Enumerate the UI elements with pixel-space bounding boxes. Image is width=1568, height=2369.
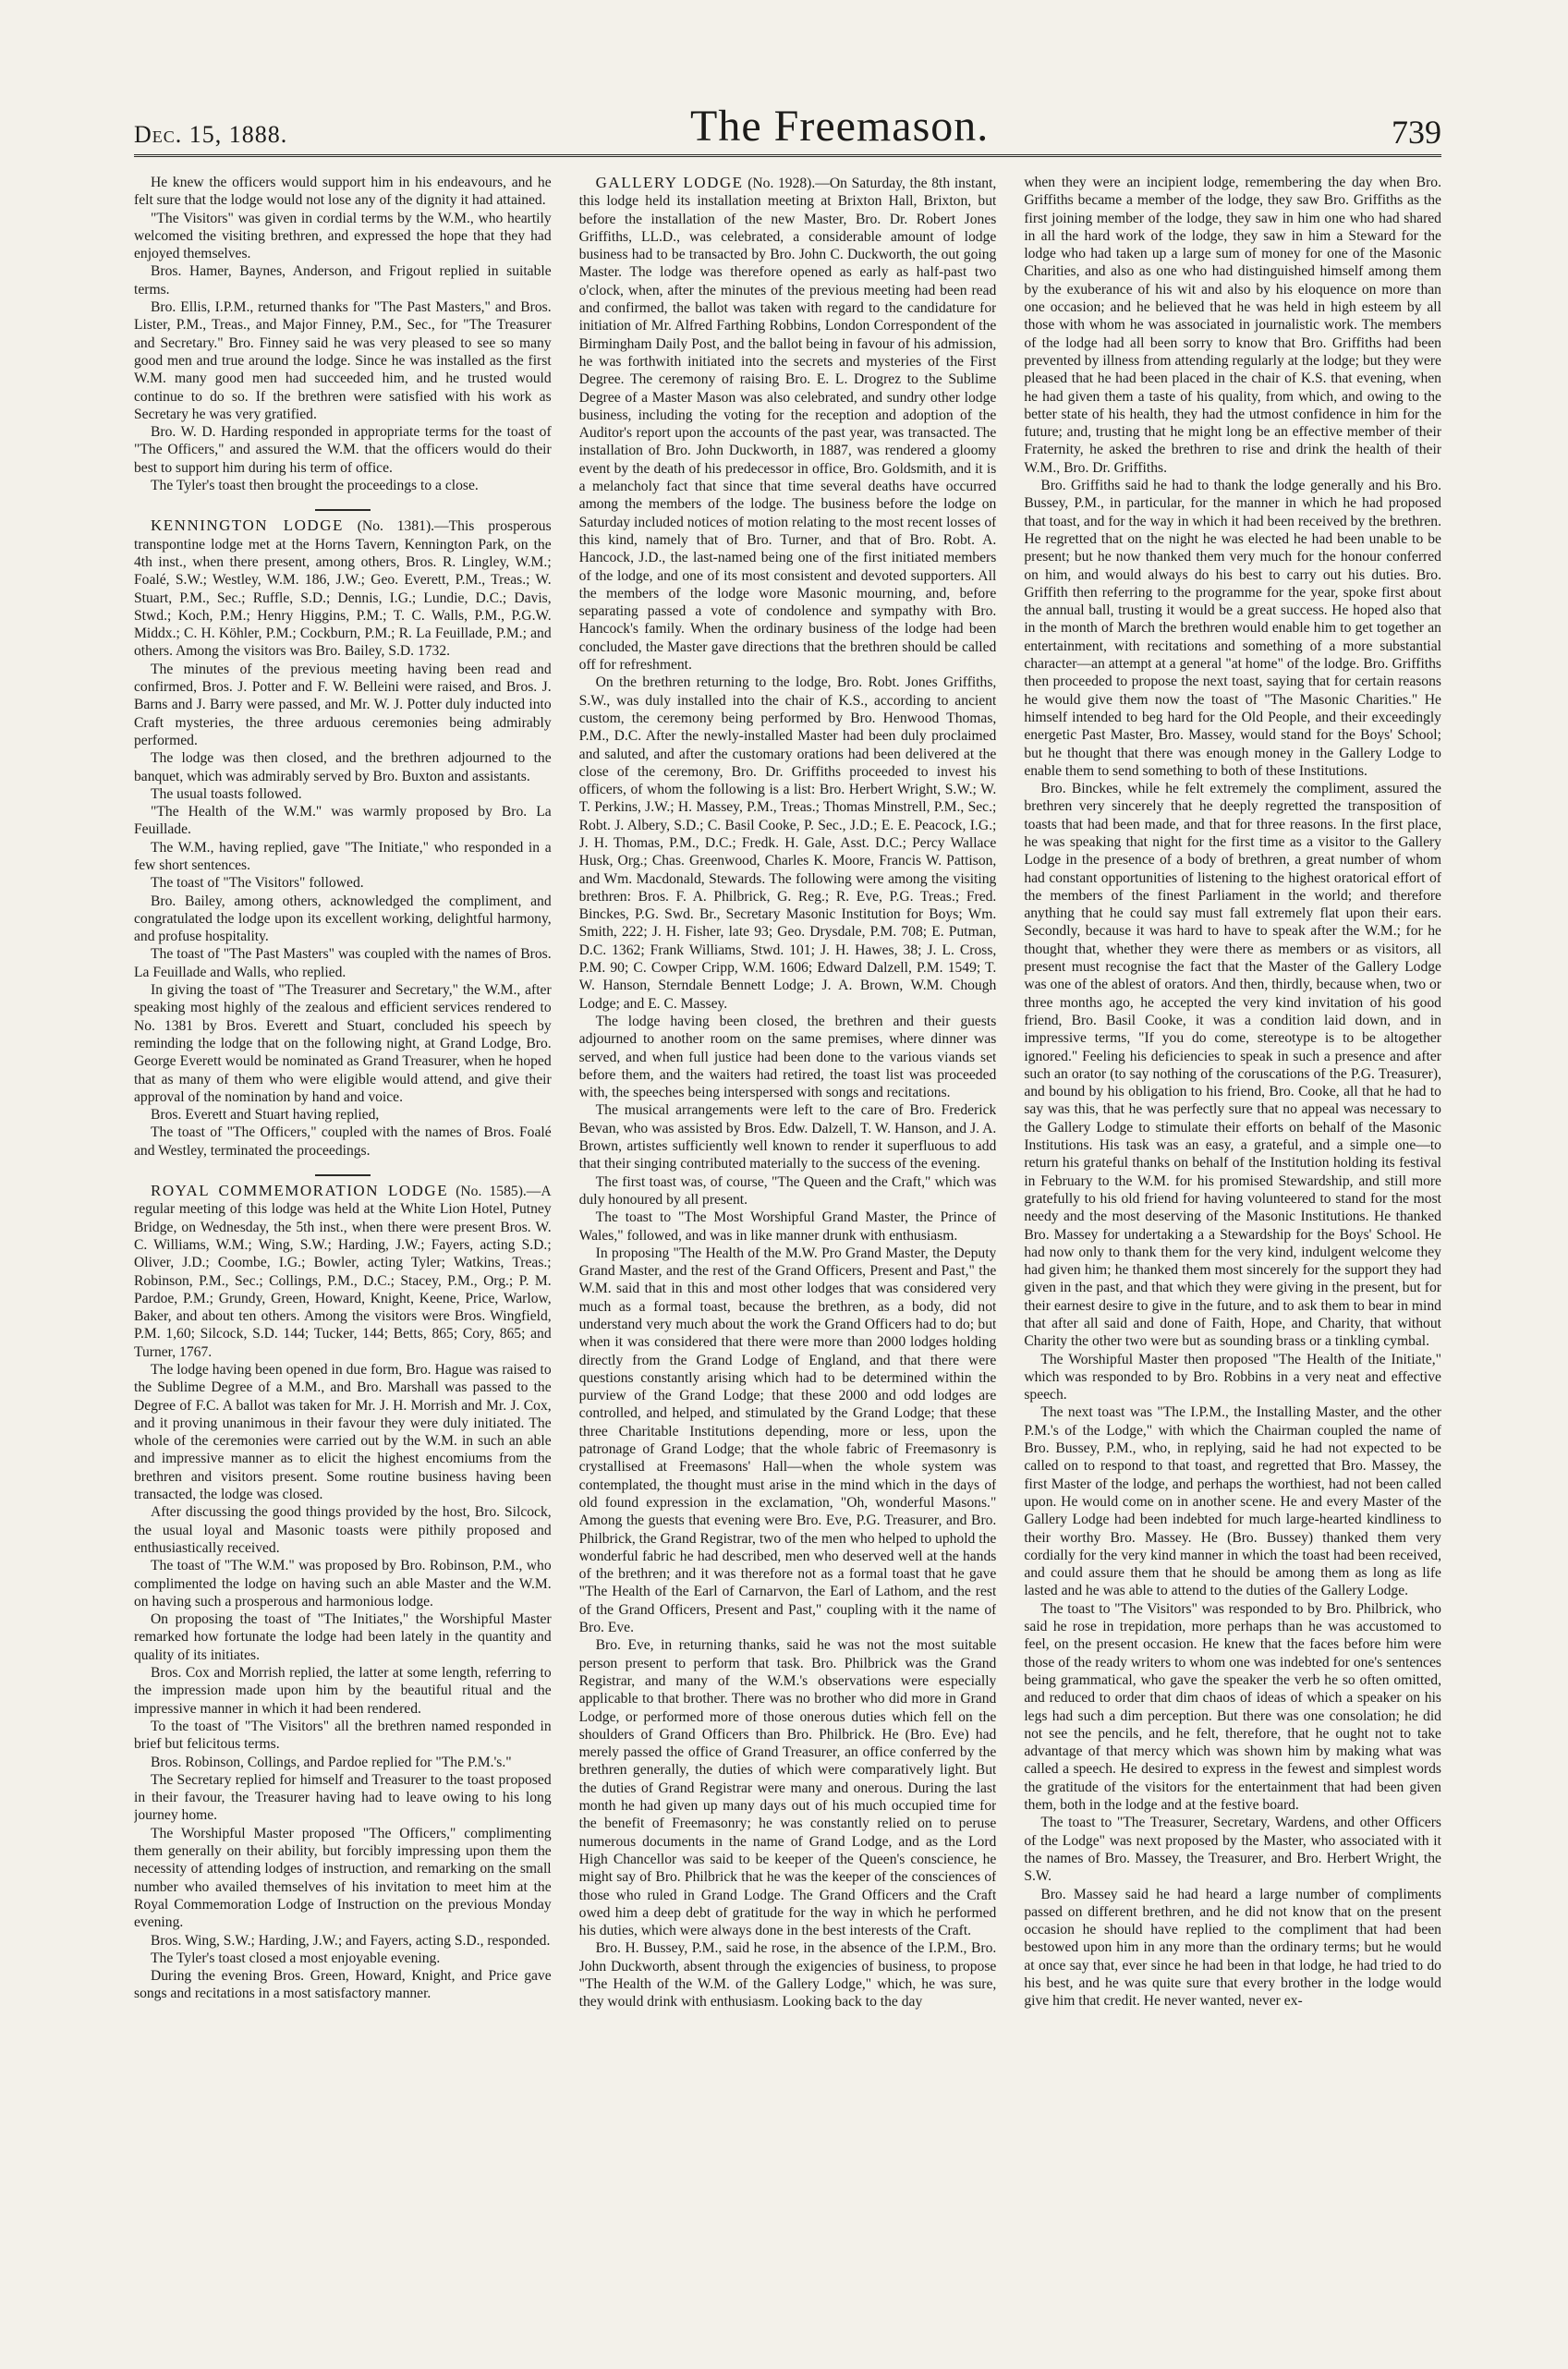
lodge-heading: ROYAL COMMEMORATION LODGE bbox=[151, 1182, 449, 1200]
paragraph: Bros. Cox and Morrish replied, the latter at some length, referring to the impression made upon him by the beautiful ritual and the impressive manner in which it had been rendered. bbox=[134, 1665, 552, 1717]
paragraph: The lodge having been closed, the brethren and their guests adjourned to another room on the same premises, where dinner was served, and when full justice had been done to the various viands set before them, and the waiters had retired, the toast list was proceeded with, the speeches being interspersed with songs and recitations. bbox=[578, 1013, 997, 1101]
paragraph: The next toast was "The I.P.M., the Installing Master, and the other P.M.'s of the Lodge," with which the Chairman coupled the name of Bro. Bussey, P.M., who, in replying, said he had not expected to be called on to respond to that toast, and regretted that Bro. Massey, the first Master of the lodge, and perhaps the worthiest, had not been called upon. He would come on in another scene. He and every Master of the Gallery Lodge had been indebted for much large-hearted kindliness to their worthy Bro. Massey. He (Bro. Bussey) thanked them very cordially for the very kind manner in which the toast had been received, and could assure them that he should be among them as long as life lasted and he was able to attend to the duties of the Gallery Lodge. bbox=[1024, 1404, 1441, 1599]
paragraph: The toast of "The Visitors" followed. bbox=[151, 875, 364, 892]
paragraph: The toast of "The W.M." was proposed by Bro. Robinson, P.M., who complimented the lodge on having such an able Master and the W.M. on having such a prosperous and harmonious lodge. bbox=[134, 1558, 552, 1610]
paragraph-text: (No. 1928).—On Saturday, the 8th instant, this lodge held its installation meeting at Brixton Hall, Brixton, but before the installation of the new Master, Bro. Dr. Robert Jones Griffiths, LL.D., was celebrated, a considerable amount of lodge business had to be transacted by Bro. John C. Duckworth, the out going Master. The lodge was therefore opened as early as half-past two o'clock, when, after the minutes of the previous meeting had been read and confirmed, the ballot was taken with regard to the candidature for initiation of Mr. Alfred Farthing Robbins, London Correspondent of the Birmingham Daily Post, and the ballot being in favour of his admission, he was forthwith initiated into the secrets and mysteries of the First Degree. The ceremony of raising Bro. E. L. Drogrez to the Sublime Degree of a Master Mason was also celebrated, and sundry other lodge business, including the voting for the reception and adoption of the Auditor's report upon the accounts of the past year, was transacted. The installation of Bro. John Duckworth, in 1887, was rendered a gloomy event by the death of his predecessor in office, Bro. Goldsmith, and it is a melancholy fact that since that time several deaths have occurred among the members of the lodge. The business before the lodge on Saturday included notices of motion relating to the most recent losses of this kind, namely that of Bro. Turner, and that of Bro. Robt. A. Hancock, J.D., the last-named being one of the first initiated members of the lodge, and one of its most consistent and devoted supporters. All the members of the lodge wore Masonic mourning, and, before separating passed a vote of condolence and sympathy with Bro. Hancock's family. When the ordinary business of the lodge had been concluded, the Master gave directions that the brethren should be called off for refreshment. bbox=[578, 176, 997, 674]
paragraph: During the evening Bros. Green, Howard, Knight, and Price gave songs and recitations in a most satisfactory manner. bbox=[134, 1968, 552, 2002]
paragraph: The usual toasts followed. bbox=[151, 785, 302, 802]
paragraph: The toast to "The Treasurer, Secretary, Wardens, and other Officers of the Lodge" was next proposed by the Master, who associated with it the names of Bro. Massey, the Treasurer, and Bro. Herbert Wright, the S.W. bbox=[1024, 1815, 1441, 1885]
paragraph: To the toast of "The Visitors" all the brethren named responded in brief but felicitous terms. bbox=[134, 1718, 552, 1753]
paragraph: In proposing "The Health of the M.W. Pro Grand Master, the Deputy Grand Master, and the rest of the Grand Officers, Present and Past," the W.M. said that in this and most other lodges that was considered very much as a formal toast, because the brethren, as a body, did not understand very much about the work the Grand Officers had to do; but when it was considered that there were more than 2000 lodges holding directly from the Grand Lodge of England, and that there were questions constantly arising which had to be determined within the purview of the Grand Lodge; that these 2000 and odd lodges are controlled, and helped, and stimulated by the Grand Lodge; that these three Charitable Institutions depending, more or less, upon the patronage of Grand Lodge; that the whole fabric of Freemasonry is crystallised at Freemasons' Hall—when the whole system was contemplated, the thought must arise in the mind which in the days of old found expression in the exclamation, "Oh, wonderful Masons." Among the guests that evening were Bro. Eve, P.G. Treasurer, and Bro. Philbrick, the Grand Registrar, two of the men who helped to uphold the wonderful fabric he had described, men who deserved well at the hands of the brethren; and it was therefore not as a formal toast that he gave "The Health of the Earl of Carnarvon, the Earl of Lathom, and the rest of the Grand Officers, Present and Past," coupling with it the name of Bro. Eve. bbox=[578, 1245, 997, 1636]
issue-date: Dec. 15, 1888. bbox=[134, 121, 288, 148]
paragraph: Bro. Massey said he had heard a large number of compliments passed on different brethren, and he did not know that on the present occasion he should have replied to the compliment that had been bestowed upon him in any more than the ordinary terms; but he would at once say that, ever since he had been in that lodge, he had tried to do his best, and he was quite sure that every brother in the lodge would give him that credit. He never wanted, never ex- bbox=[1024, 1886, 1441, 2010]
column-3 bbox=[1024, 174, 1441, 2336]
newspaper-title: The Freemason. bbox=[690, 102, 990, 151]
paragraph: On the brethren returning to the lodge, Bro. Robt. Jones Griffiths, S.W., was duly installed into the chair of K.S., according to ancient custom, the ceremony being performed by Bro. Henwood Thomas, P.M., D.C. After the newly-installed Master had been duly proclaimed and saluted, and after the customary orations had been delivered at the close of the ceremony, Bro. Dr. Griffiths proceeded to invest his officers, of whom the following is a list: Bro. Herbert Wright, S.W.; W. T. Perkins, J.W.; H. Massey, P.M., Treas.; Thomas Minstrell, P.M., Sec.; Robt. J. Albery, S.D.; C. Basil Cooke, P. Sec., J.D.; E. E. Peacock, I.G.; J. H. Thomas, P.M., D.C.; Fredk. H. Gale, Asst. D.C.; Percy Wallace Husk, Org.; Chas. Greenwood, Charles K. Moore, Francis W. Pattison, and Wm. Macdonald, Stewards. The following were among the visiting brethren: Bros. F. A. Philbrick, G. Reg.; R. Eve, P.G. Treas.; Fred. Binckes, P.G. Swd. Br., Secretary Masonic Institution for Boys; Wm. Smith, 222; J. H. Fisher, late 93; Geo. Drysdale, P.M. 708; E. Putman, D.C. 1362; Frank Williams, Stwd. 101; J. H. Hawes, 38; J. L. Cross, P.M. 90; C. Cowper Cripp, W.M. 1606; Edward Dalzell, P.M. 1549; T. W. Hanson, Sterndale Bennett Lodge; J. A. Brown, W.M. Chough Lodge; and E. C. Massey. bbox=[578, 674, 997, 1012]
paragraph: The musical arrangements were left to the care of Bro. Frederick Bevan, who was assisted by Bros. Edw. Dalzell, T. W. Hanson, and J. A. Brown, artistes sufficiently well known to render it superfluous to add that their singing contributed materially to the success of the evening. bbox=[578, 1102, 997, 1172]
section-divider bbox=[315, 1174, 371, 1176]
paragraph: The Tyler's toast closed a most enjoyable evening. bbox=[151, 1950, 441, 1966]
paragraph: After discussing the good things provided by the host, Bro. Silcock, the usual loyal and Masonic toasts were pithily proposed and enthusiastically received. bbox=[134, 1504, 552, 1556]
lodge-report-opening bbox=[579, 174, 997, 674]
lodge-heading: KENNINGTON LODGE bbox=[151, 516, 344, 535]
paragraph: "The Visitors" was given in cordial terms by the W.M., who heartily welcomed the visiting brethren, and expressed the hope that they had enjoyed themselves. bbox=[134, 210, 552, 262]
paragraph: The lodge was then closed, and the brethren adjourned to the banquet, which was admirably served by Bro. Buxton and assistants. bbox=[134, 750, 552, 784]
paragraph: The W.M., having replied, gave "The Initiate," who responded in a few short sentences. bbox=[134, 839, 552, 873]
paragraph: The first toast was, of course, "The Queen and the Craft," which was duly honoured by all present. bbox=[578, 1173, 997, 1208]
paragraph: Bro. Eve, in returning thanks, said he was not the most suitable person present to perform that task. Bro. Philbrick was the Grand Registrar, and many of the W.M.'s observations were especially applicable to that brother. There was no brother who did more in Grand Lodge, or performed more of those onerous duties which fell on the shoulders of Grand Officers than Bro. Philbrick. He (Bro. Eve) had merely passed the office of Grand Treasurer, an office conferred by the brethren generally, the duties of which were comparatively light. But the duties of Grand Registrar were many and onerous. During the last month he had given up many days out of his much occupied time for the benefit of Freemasonry; he was constantly relied on to peruse numerous documents in the name of Grand Lodge, and as the Lord High Chancellor was said to be keeper of the Queen's conscience, he might say of Bro. Philbrick that he was the keeper of the consciences of those who ruled in Grand Lodge. The Grand Officers and the Craft owed him a deep debt of gratitude for the way in which he performed his duties, which were always done in the best interests of the Craft. bbox=[578, 1637, 997, 1939]
column-1 bbox=[134, 174, 552, 2336]
paragraph: Bro. Ellis, I.P.M., returned thanks for "The Past Masters," and Bros. Lister, P.M., Treas., and Major Finney, P.M., Sec., for "The Treasurer and Secretary." Bro. Finney said he was very pleased to see so many good men and true around the lodge. Since he was installed as the first W.M. many good men had succeeded him, and he trusted would continue to do so. If the brethren were satisfied with his work as Secretary he was very gratified. bbox=[134, 299, 552, 422]
paragraph: when they were an incipient lodge, remembering the day when Bro. Griffiths became a member of the lodge, they saw Bro. Griffiths as the first joining member of the lodge, they saw in him one who had shared in all the hard work of the lodge, they saw in him a Steward for the lodge who had taken up a large sum of money for one of the Masonic Charities, and also as one who had distinguished himself among them by the exuberance of his wit and also by his eloquence on more than one occasion; and he believed that he was held in high esteem by all those with whom he was associated in journalistic work. The members of the lodge had all been sorry to know that Bro. Griffiths had been prevented by illness from attending regularly at the lodge; but they were pleased that he had been placed in the chair of K.S. that evening, when he had given them a taste of his quality, from which, and owing to the better state of his health, they had the utmost confidence in him for the future; and, trusting that he might long be an effective member of their Fraternity, he asked the brethren to rise and drink the health of their W.M., Bro. Dr. Griffiths. bbox=[1024, 175, 1441, 476]
paragraph: The toast of "The Officers," coupled with the names of Bros. Foalé and Westley, terminated the proceedings. bbox=[134, 1124, 552, 1159]
lodge-report-opening bbox=[134, 1182, 552, 1361]
paragraph: The Worshipful Master proposed "The Officers," complimenting them generally on their ability, but forcibly impressing upon them the necessity of attending lodges of instruction, and remarking on the small number who availed themselves of his invitation to meet him at the Royal Commemoration Lodge of Instruction on the previous Monday evening. bbox=[134, 1825, 552, 1931]
paragraph: Bro. Binckes, while he felt extremely the compliment, assured the brethren very sincerely that he deeply regretted the transposition of toasts that had been made, and that for three reasons. In the first place, he was speaking that night for the first time as a visitor to the Gallery Lodge in the presence of a body of brethren, a great number of whom had constant opportunities of listening to the highest oratorical effort of the members of the finest Parliament in the world; and therefore anything that he could say must fall extremely flat upon their ears. Secondly, because it was hard to have to speak after the W.M.; for he thought that, whether they were there as members or as visitors, all present must recognise the fact that the Master of the Gallery Lodge was one of the ablest of orators. And then, thirdly, because when, two or three months ago, he accepted the very kind invitation of his good friend, Bro. Basil Cooke, it was a condition laid down, and in impressive terms, "If you do come, stereotype is to be altogether ignored." Feeling his deficiencies to speak in such a presence and after such an orator (to say nothing of the coruscations of the P.G. Treasurer), and bound by his obligation to his friend, Bro. Cooke, all that he had to say was this, that he was perfectly sure that no appeal was necessary to the Gallery Lodge to stimulate their efforts on behalf of the Masonic Institutions. His task was an easy, a grateful, and a simple one—to return his grateful thanks on behalf of the Institution holding its festival in February to the W.M. for his promised Stewardship, and still more gratefully to his old friend for having volunteered to stand for the most needy and the most deserving of the Masonic Institutions. He thanked Bro. Massey for undertaking a a Stewardship for the Boys' School. He had now only to thank them for the very kind, indulgent welcome they had given him; he thanked them most sincerely for the support they had given in the past, and that which they were giving in the present, but for their earnest desire to give in the future, and to ask them to bear in mind that after all said and done of Faith, Hope, and Charity, that without Charity the other two were but as sounding brass or a tinkling cymbal. bbox=[1024, 781, 1441, 1350]
paragraph: The Tyler's toast then brought the proceedings to a close. bbox=[151, 478, 479, 494]
paragraph: He knew the officers would support him in his endeavours, and he felt sure that the lodge would not lose any of the dignity it had attained. bbox=[134, 175, 552, 209]
paragraph-text: (No. 1381).—This prosperous transpontine lodge met at the Horns Tavern, Kennington Park, on the 4th inst., when there present, among others, Bros. R. Lingley, W.M.; Foalé, S.W.; Westley, W.M. 186, J.W.; Geo. Everett, P.M., Treas.; W. Stuart, P.M., Sec.; Ruffle, S.D.; Dennis, I.G.; Lundie, D.C.; Davis, Stwd.; Koch, P.M.; Henry Higgins, P.M.; T. C. Walls, P.M., P.G.W. Middx.; C. H. Köhler, P.M.; Cockburn, P.M.; R. La Feuillade, P.M.; and others. Among the visitors was Bro. Bailey, S.D. 1732. bbox=[134, 518, 552, 660]
paragraph: The lodge having been opened in due form, Bro. Hague was raised to the Sublime Degree of a M.M., and Bro. Marshall was passed to the Degree of F.C. A ballot was taken for Mr. J. H. Morrish and Mr. J. Cox, and it proving unanimous in their favour they were duly initiated. The whole of the ceremonies were carried out by the W.M. in such an able and impressive manner as to elicit the highest encomiums from the brethren and visitors present. Some routine business having been transacted, the lodge was closed. bbox=[134, 1362, 552, 1503]
paragraph: Bros. Hamer, Baynes, Anderson, and Frigout replied in suitable terms. bbox=[134, 263, 552, 298]
paragraph: Bro. Griffiths said he had to thank the lodge generally and his Bro. Bussey, P.M., in particular, for the manner in which he had proposed that toast, and for the way in which it had been received by the brethren. He regretted that on the night he was elected he had been unable to be present; but he now thanked them very much for the honour conferred on him, and would always do his best to carry out his duties. Bro. Griffith then referring to the programme for the year, spoke first about the annual ball, trusting it would be a great success. He hoped also that in the month of March the brethren would enable him to get together an entertainment, with recitations and something of a more substantial character—an attempt at a general "at home" of the lodge. Bro. Griffiths then proceeded to propose the next toast, saying that for certain reasons he would give them now the toast of "The Masonic Charities." He himself intended to beg hard for the Old People, and their exceedingly energetic Past Master, Bro. Massey, would stand for the Boys' School; but he thought that there was enough money in the Gallery Lodge to enable them to send something to both of these Institutions. bbox=[1024, 478, 1441, 779]
paragraph: On proposing the toast of "The Initiates," the Worshipful Master remarked how fortunate the lodge had been lately in the quantity and quality of its initiates. bbox=[134, 1611, 552, 1663]
paragraph: The minutes of the previous meeting having been read and confirmed, Bros. J. Potter and F. W. Belleini were raised, and Bros. J. Barns and J. Barry were passed, and Mr. W. J. Potter duly inducted into Craft mysteries, the three arduous ceremonies being admirably performed. bbox=[134, 661, 552, 748]
paragraph: Bro. W. D. Harding responded in appropriate terms for the toast of "The Officers," and assured the W.M. that the officers would do their best to support him during his term of office. bbox=[134, 424, 552, 476]
paragraph: Bro. Bailey, among others, acknowledged the compliment, and congratulated the lodge upon its excellent working, delightful harmony, and profuse hospitality. bbox=[134, 893, 552, 945]
paragraph: "The Health of the W.M." was warmly proposed by Bro. La Feuillade. bbox=[134, 804, 552, 838]
section-divider bbox=[315, 509, 371, 511]
paragraph: Bros. Wing, S.W.; Harding, J.W.; and Fayers, acting S.D., responded. bbox=[151, 1932, 551, 1949]
paragraph-text: (No. 1585).—A regular meeting of this lodge was held at the White Lion Hotel, Putney Bridge, on Wednesday, the 5th inst., when there were present Bros. W. C. Williams, W.M.; Wing, S.W.; Harding, J.W.; Fayers, acting S.D.; Oliver, J.D.; Coombe, I.G.; Bowler, acting Tyler; Watkins, Treas.; Robinson, P.M., Sec.; Collings, P.M., D.C.; Stacey, P.M., Org.; P. M. Pardoe, P.M.; Grundy, Green, Howard, Knight, Keene, Price, Warlow, Baker, and about ten others. Among the visitors were Bros. Wingfield, P.M. 1,60; Silcock, S.D. 144; Tucker, 144; Betts, 865; Cory, 865; and Turner, 1767. bbox=[134, 1184, 552, 1360]
lodge-heading: GALLERY LODGE bbox=[595, 174, 744, 191]
page-number: 739 bbox=[1391, 114, 1441, 151]
paragraph: Bros. Robinson, Collings, and Pardoe replied for "The P.M.'s." bbox=[151, 1754, 512, 1770]
text-columns bbox=[134, 174, 1441, 2336]
paragraph: The Secretary replied for himself and Treasurer to the toast proposed in their favour, the Treasurer having had to leave owing to his long journey home. bbox=[134, 1771, 552, 1824]
paragraph: The Worshipful Master then proposed "The Health of the Initiate," which was responded to by Bro. Robbins in a very neat and effective speech. bbox=[1024, 1351, 1441, 1403]
paragraph: The toast of "The Past Masters" was coupled with the names of Bros. La Feuillade and Walls, who replied. bbox=[134, 946, 552, 980]
paragraph: Bros. Everett and Stuart having replied, bbox=[151, 1107, 380, 1124]
paragraph: The toast to "The Most Worshipful Grand Master, the Prince of Wales," followed, and was in like manner drunk with enthusiasm. bbox=[578, 1209, 997, 1244]
column-2 bbox=[579, 174, 997, 2336]
paragraph: Bro. H. Bussey, P.M., said he rose, in the absence of the I.P.M., Bro. John Duckworth, absent through the exigencies of business, to propose "The Health of the W.M. of the Gallery Lodge," which, he was sure, they would drink with enthusiasm. Looking back to the day bbox=[578, 1940, 997, 2011]
lodge-report-opening bbox=[134, 516, 552, 660]
masthead bbox=[134, 92, 1441, 157]
paragraph: The toast to "The Visitors" was responded to by Bro. Philbrick, who said he rose in trepidation, more perhaps than he was accustomed to feel, on the present occasion. He knew that the faces before him were those of the ready writers to whom one was indebted for one's sentences being grammatical, who gave the speaker the verb he so often omitted, and reduced to order that dim chaos of ideas of which a speaker on his legs had such a dim perception. But there was one consolation; he did not see the pencils, and he felt, therefore, that he ought not to take advantage of that mercy which was shown him by making what was called a speech. He desired to express in the fewest and simplest words the gratitude of the visitors for the entertainment that had been given them, both in the lodge and at the festive board. bbox=[1024, 1600, 1441, 1814]
paragraph: In giving the toast of "The Treasurer and Secretary," the W.M., after speaking most highly of the zealous and efficient services rendered to No. 1381 by Bros. Everett and Stuart, concluded his speech by reminding the lodge that on the following night, at Grand Lodge, Bro. George Everett would be nominated as Grand Treasurer, when he hoped that as many of them who were eligible would attend, and give their approval of the nomination by hand and voice. bbox=[134, 982, 552, 1105]
